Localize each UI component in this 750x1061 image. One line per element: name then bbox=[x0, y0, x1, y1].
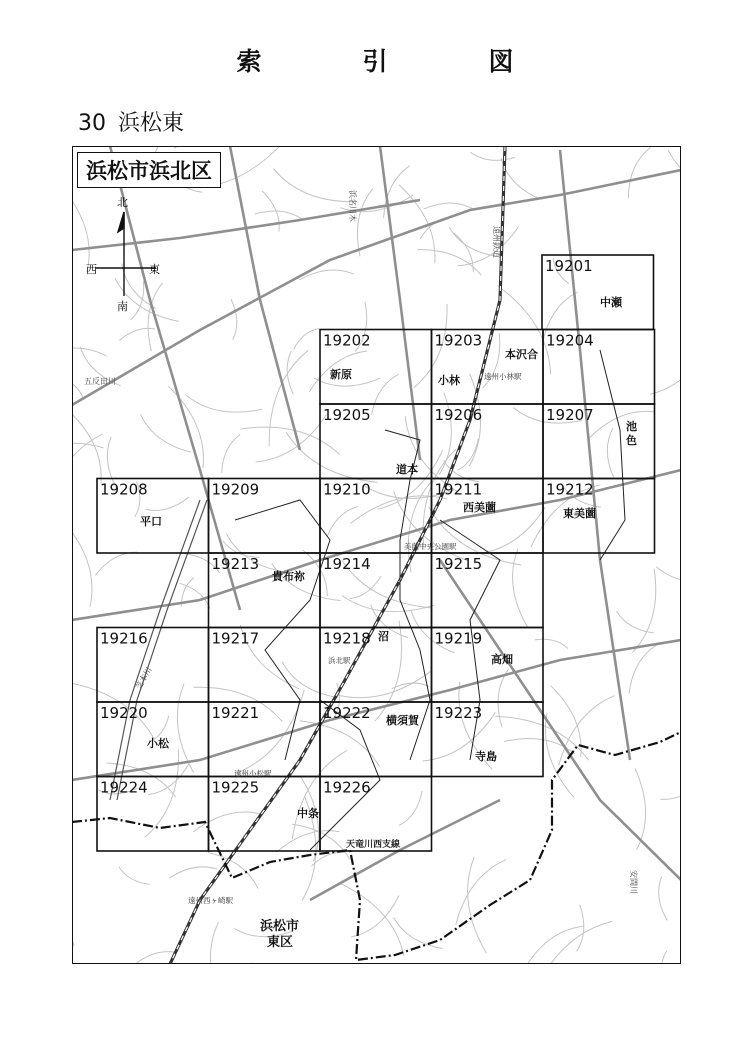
sheet-number: 19205 bbox=[323, 406, 371, 424]
section-number: 30 bbox=[78, 111, 106, 136]
minor-road bbox=[43, 544, 72, 553]
section-name: 浜松東 bbox=[118, 111, 185, 136]
place-iro: 色 bbox=[626, 434, 637, 447]
place-yokosuka: 横須賀 bbox=[386, 714, 419, 727]
sheet-number: 19209 bbox=[211, 480, 260, 499]
place-honzawago: 本沢合 bbox=[505, 348, 538, 361]
ward-label: 浜松市浜北区 bbox=[77, 152, 221, 188]
place-niihara: 新原 bbox=[330, 368, 352, 381]
sheet-number: 19202 bbox=[323, 331, 371, 350]
compass-west: 西 bbox=[86, 263, 97, 276]
place-higashimisono: 東美薗 bbox=[563, 507, 596, 520]
place-kibune: 貴布祢 bbox=[272, 570, 305, 583]
sheet-number: 19225 bbox=[211, 778, 260, 797]
place-ike: 池 bbox=[626, 420, 637, 433]
label-river-right: 安間川 bbox=[629, 870, 638, 894]
place-hiraguchi: 平口 bbox=[140, 515, 162, 528]
place-nakajo: 中条 bbox=[297, 807, 319, 820]
place-nakaze: 中瀬 bbox=[600, 296, 622, 309]
sheet-number: 19210 bbox=[323, 480, 371, 499]
sheet-number: 19208 bbox=[100, 480, 148, 499]
sheet-number: 19222 bbox=[323, 704, 371, 722]
sheet-number: 19220 bbox=[100, 704, 148, 722]
station-misono: 美薗中央公園駅 bbox=[404, 542, 457, 551]
sheet-number: 19201 bbox=[545, 257, 593, 275]
sheet-number: 19204 bbox=[546, 331, 594, 350]
label-enshu-railway: 遠州鉄道 bbox=[492, 226, 501, 258]
place-kobayashi: 小林 bbox=[438, 374, 460, 387]
compass-north: 北 bbox=[117, 196, 128, 209]
sheet-number: 19207 bbox=[546, 406, 594, 424]
adjacent-ward-line2: 東区 bbox=[267, 935, 294, 950]
label-gotanda: 五反田川 bbox=[84, 377, 116, 386]
sheet-number: 19226 bbox=[323, 778, 371, 797]
sheet-number: 19218 bbox=[323, 629, 371, 648]
sheet-number: 19206 bbox=[434, 406, 483, 424]
place-komatsu: 小松 bbox=[147, 737, 169, 750]
label-river-left: 芝本川 bbox=[133, 665, 154, 691]
compass-east: 東 bbox=[149, 263, 160, 276]
place-domoto: 道本 bbox=[396, 463, 418, 476]
station-nishigasaki: 遠州西ヶ崎駅 bbox=[188, 896, 233, 905]
place-numa: 沼 bbox=[378, 630, 389, 643]
station-hamakita: 浜北駅 bbox=[328, 656, 351, 665]
sheet-number: 19223 bbox=[434, 704, 483, 722]
sheet-number: 19214 bbox=[323, 555, 371, 573]
place-nishimisono: 西美薗 bbox=[463, 501, 496, 514]
label-river-top: 浜名川木 bbox=[348, 190, 357, 222]
place-terajima: 寺島 bbox=[475, 750, 497, 763]
compass-south: 南 bbox=[117, 300, 128, 313]
sheet-number: 19211 bbox=[434, 480, 483, 499]
sheet-number: 19203 bbox=[434, 331, 483, 350]
station-komatsu: 遠州小松駅 bbox=[234, 769, 272, 778]
sheet-number: 19224 bbox=[100, 778, 148, 797]
sheet-number: 19216 bbox=[100, 629, 148, 648]
place-takabatake: 高畑 bbox=[491, 653, 513, 666]
sheet-number: 19221 bbox=[211, 704, 260, 722]
sheet-number: 19213 bbox=[211, 555, 260, 573]
sheet-number: 19215 bbox=[434, 555, 483, 573]
sheet-number: 19212 bbox=[546, 480, 594, 499]
adjacent-ward-line1: 浜松市 bbox=[260, 919, 300, 934]
label-tenryu-branch: 天竜川西支線 bbox=[346, 840, 401, 850]
minor-road bbox=[174, 57, 234, 149]
page-title: 索 引 図 bbox=[236, 47, 552, 76]
minor-road bbox=[39, 912, 75, 947]
minor-road bbox=[151, 57, 164, 156]
sheet-number: 19219 bbox=[434, 629, 483, 648]
station-kobayashi: 遠州小林駅 bbox=[484, 372, 522, 381]
sheet-number: 19217 bbox=[211, 629, 260, 648]
map-frame bbox=[72, 146, 681, 964]
